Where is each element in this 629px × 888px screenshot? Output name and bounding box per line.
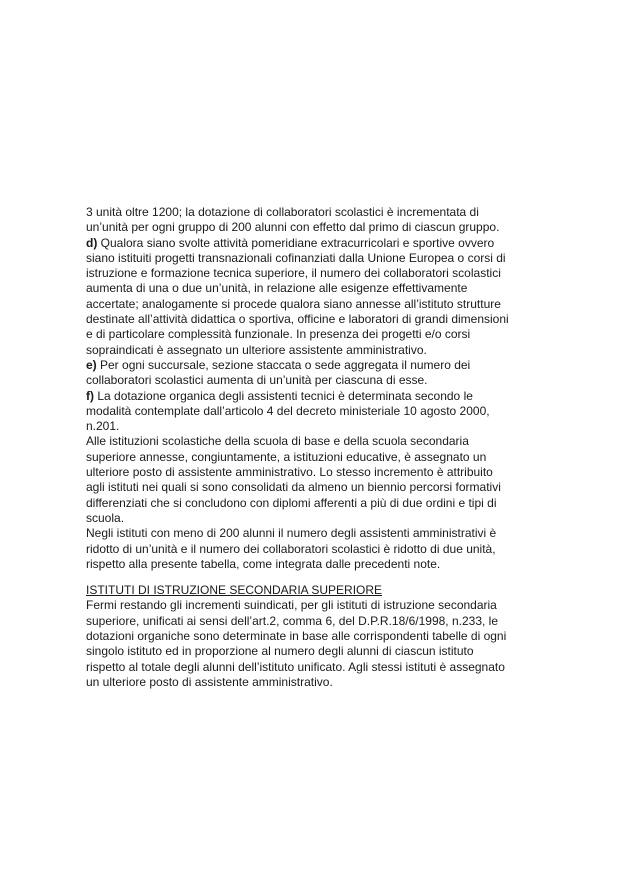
text-line: un ulteriore posto di assistente amministrativo.	[86, 674, 333, 689]
paragraph-e	[86, 358, 556, 389]
paragraph-marker: f)	[86, 388, 94, 403]
text-line: ridotto di un’unità e il numero dei collaboratori scolastici è ridotto di due unità,	[86, 541, 496, 556]
text-line: differenziati che si concludono con diplomi afferenti a più di due ordini e tipi di	[86, 495, 497, 510]
text-line: scuola.	[86, 510, 125, 525]
text-line: destinate all’attività didattica o sportiva, officine e laboratori di grandi dimensioni	[86, 312, 509, 327]
text-line: e di particolare complessità funzionale. In presenza dei progetti e/o corsi	[86, 327, 471, 342]
text-line: 3 unità oltre 1200; la dotazione di collaboratori scolastici è incrementata di	[86, 205, 479, 219]
text-span: Per ogni succursale, sezione staccata o sede aggregata il numero dei	[96, 357, 471, 372]
text-line: Alle istituzioni scolastiche della scuola di base e della scuola secondaria	[86, 434, 469, 449]
text-line: dotazioni organiche sono determinate in base alle corrispondenti tabelle di ogni	[86, 629, 507, 644]
text-line: n.201.	[86, 419, 120, 434]
text-line	[86, 236, 556, 251]
paragraph-d	[86, 236, 556, 358]
text-line: agli istituti nei quali si sono consolidati da almeno un biennio percorsi formativi	[86, 480, 501, 495]
paragraph-intro	[86, 205, 556, 236]
document-body	[86, 205, 556, 690]
text-line: singolo istituto ed in proporzione al numero degli alunni di ciascun istituto	[86, 644, 474, 659]
text-line: un’unità per ogni gruppo di 200 alunni con effetto dal primo di ciascun gruppo.	[86, 220, 500, 235]
text-line: modalità contemplate dall’articolo 4 del decreto ministeriale 10 agosto 2000,	[86, 403, 490, 418]
text-line: Negli istituti con meno di 200 alunni il numero degli assistenti amministrativi è	[86, 526, 497, 541]
text-span: Qualora siano svolte attività pomeridiane extracurricolari e sportive ovvero	[97, 235, 495, 250]
text-line: superiore annesse, congiuntamente, a istituzioni educative, è assegnato un	[86, 449, 487, 464]
text-line: collaboratori scolastici aumenta di un’unità per ciascuna di esse.	[86, 373, 428, 388]
paragraph-marker: e)	[86, 357, 97, 372]
text-line: rispetto al totale degli alunni dell’istituto unificato. Agli stessi istituti è assegnato	[86, 659, 505, 674]
text-line: aumenta di una o due un’unità, in relazione alle esigenze effettivamente	[86, 281, 468, 296]
paragraph-meno-di-200	[86, 526, 556, 572]
paragraph-scuola-di-base	[86, 434, 556, 526]
text-line: siano istituiti progetti transnazionali cofinanziati dalla Unione Europea o corsi di	[86, 250, 506, 265]
paragraph-f	[86, 389, 556, 435]
text-line	[86, 389, 556, 404]
text-line: accertate; analogamente si procede qualora siano annesse all’istituto strutture	[86, 296, 501, 311]
text-line: superiore, unificati ai sensi dell’art.2, comma 6, del D.P.R.18/6/1998, n.233, le	[86, 613, 499, 628]
paragraph-spacer	[86, 572, 556, 583]
text-line: rispetto alla presente tabella, come integrata dalle precedenti note.	[86, 556, 441, 571]
text-line: istruzione e formazione tecnica superiore, il numero dei collaboratori scolastici	[86, 266, 501, 281]
section-heading: ISTITUTI DI ISTRUZIONE SECONDARIA SUPERIORE	[86, 583, 383, 598]
text-line: Fermi restando gli incrementi suindicati, per gli istituti di istruzione secondaria	[86, 598, 497, 613]
text-span: La dotazione organica degli assistenti tecnici è determinata secondo le	[94, 388, 473, 403]
text-line: sopraindicati è assegnato un ulteriore assistente amministrativo.	[86, 342, 427, 357]
text-line	[86, 358, 556, 373]
text-line: ulteriore posto di assistente amministrativo. Lo stesso incremento è attribuito	[86, 465, 493, 480]
paragraph-secondaria-superiore	[86, 598, 556, 690]
paragraph-marker: d)	[86, 235, 98, 250]
